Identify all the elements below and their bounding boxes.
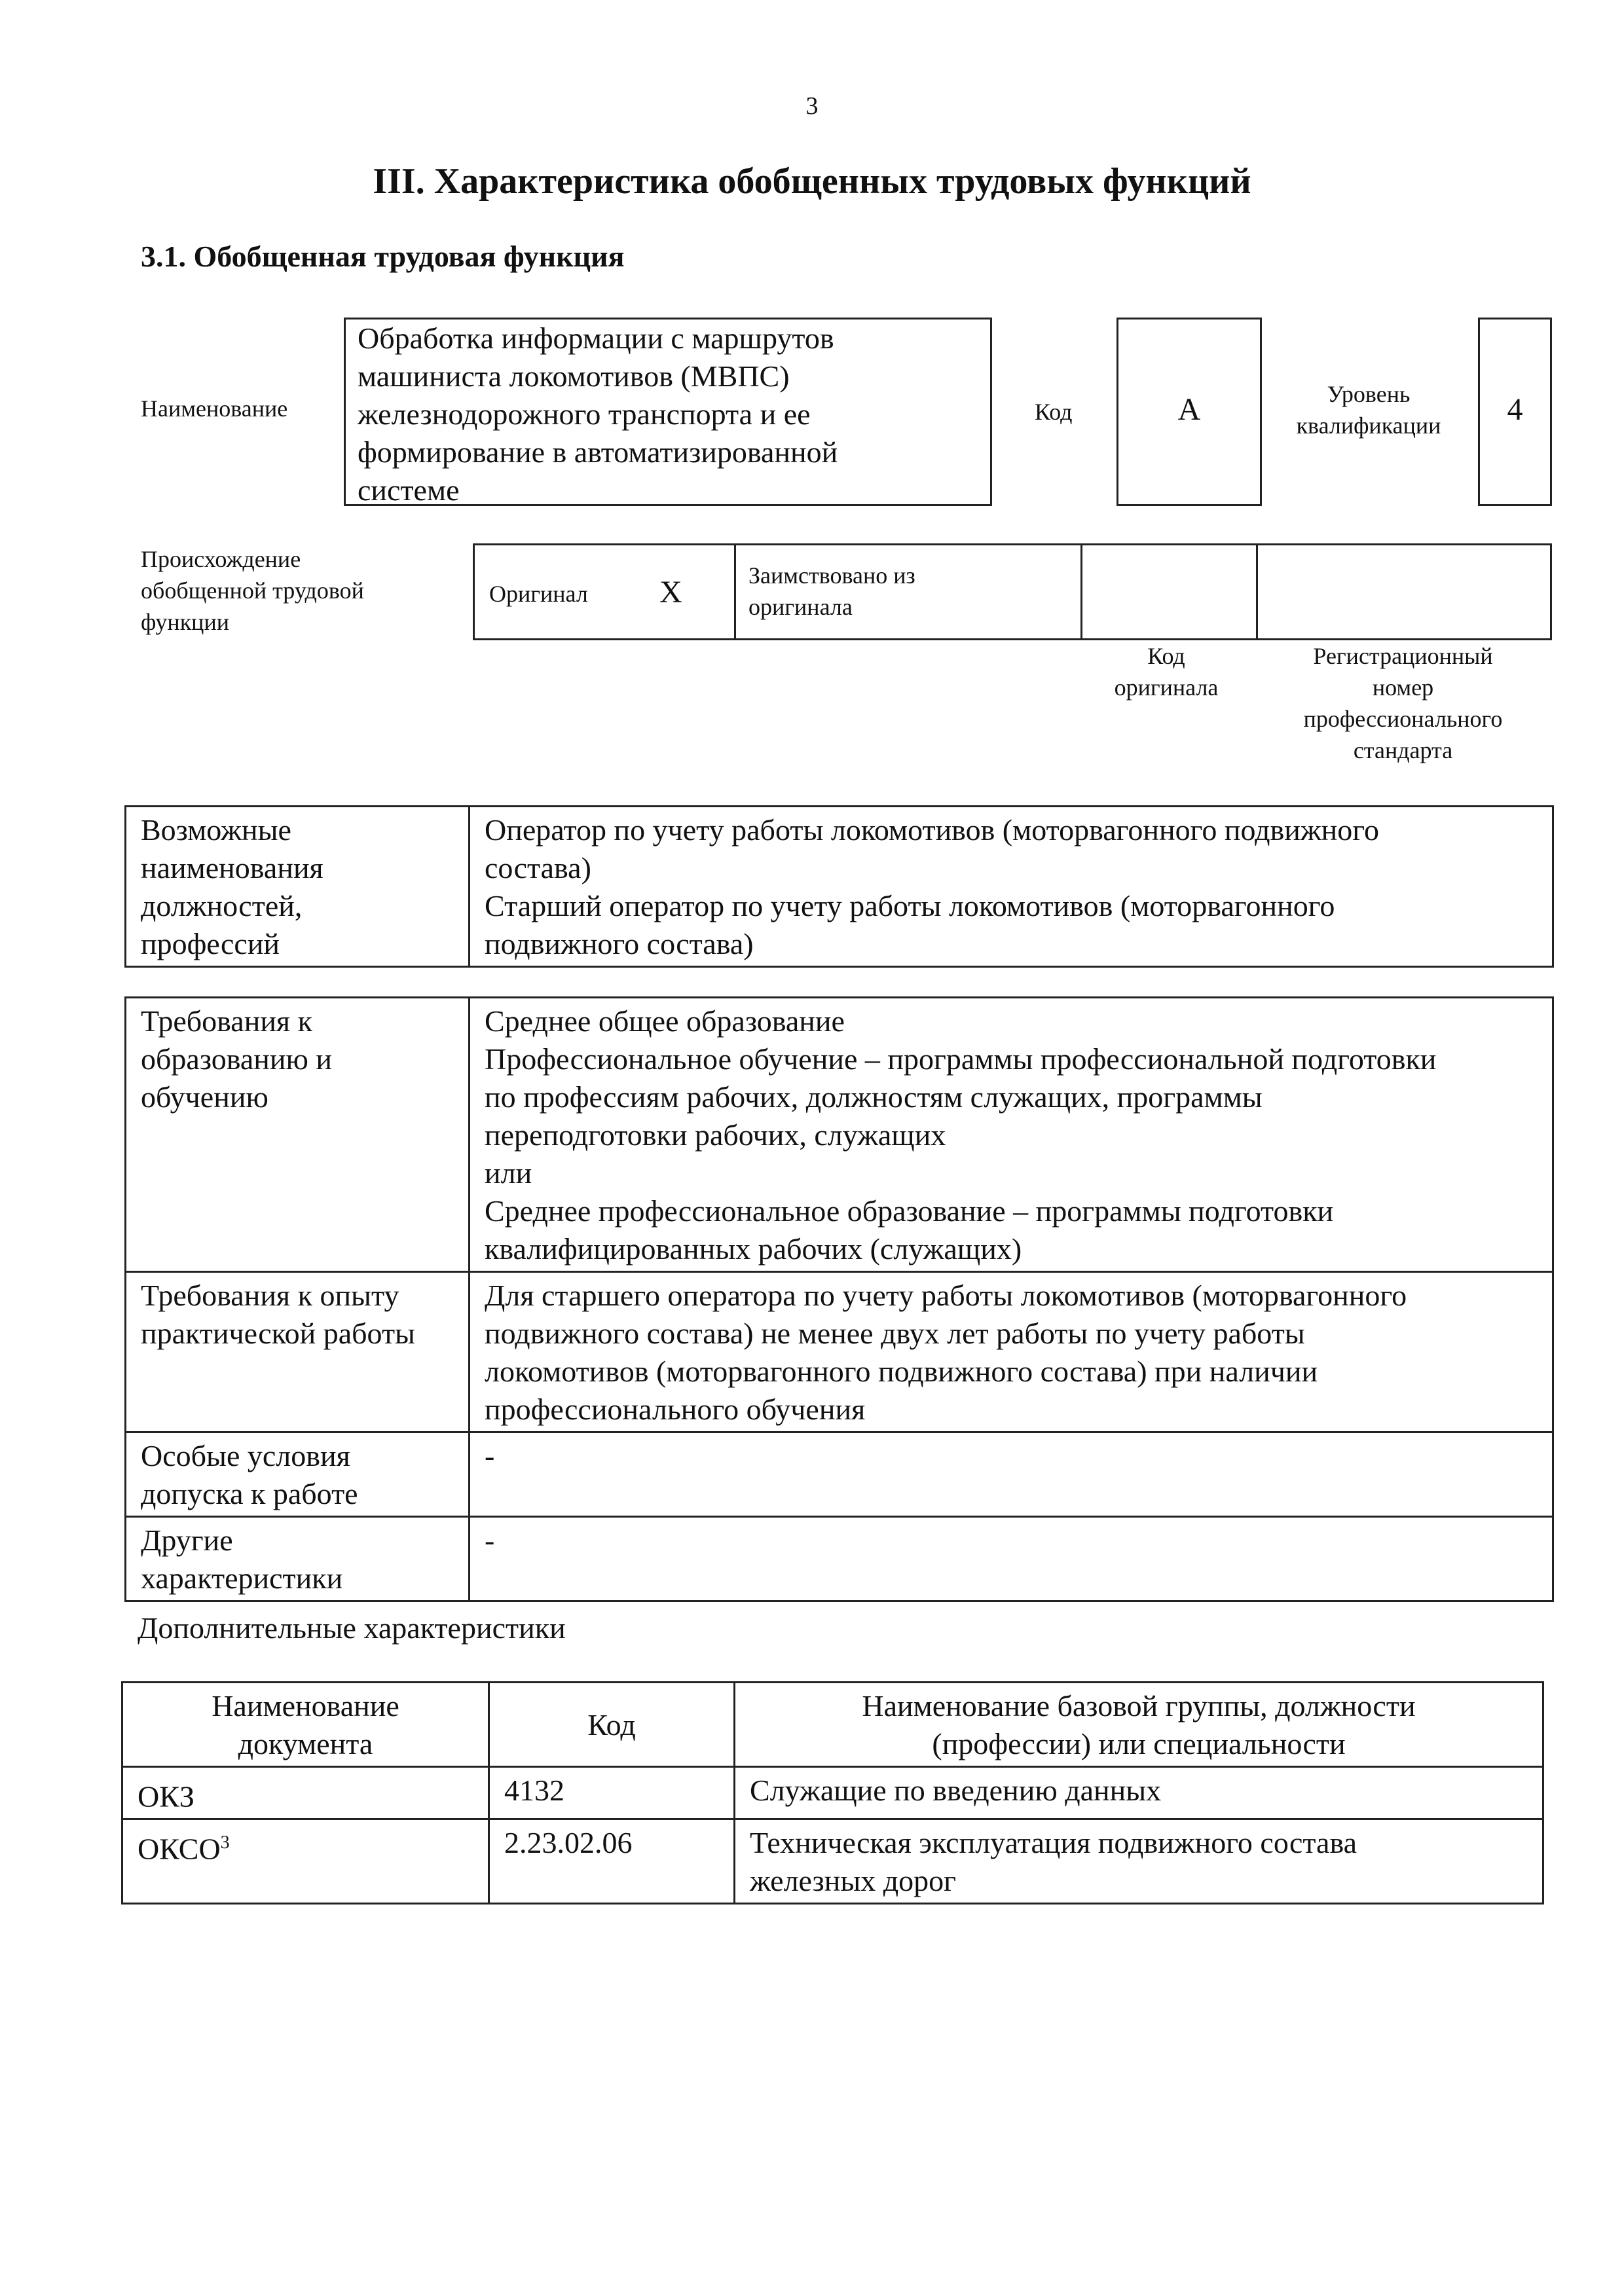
- origin-table: [473, 543, 1552, 640]
- requirement-label-cell: [126, 1517, 470, 1601]
- value-line: -: [485, 1523, 495, 1557]
- doc-name: ОКЗ: [138, 1779, 194, 1813]
- header-line: документа: [238, 1727, 373, 1760]
- label-line: наименования: [141, 851, 323, 884]
- table-row: [126, 807, 1553, 967]
- additional-title: Дополнительные характеристики: [138, 1611, 566, 1645]
- level-label: [1277, 378, 1460, 441]
- borrowed-label: [748, 560, 915, 623]
- level-value: 4: [1507, 392, 1523, 427]
- function-name-line: железнодорожного транспорта и ее: [358, 397, 811, 431]
- table-row: [126, 1432, 1553, 1517]
- value-line: состава): [485, 851, 591, 884]
- table-row: [126, 1517, 1553, 1601]
- header-line: (профессии) или специальности: [932, 1727, 1346, 1760]
- label-line: практической работы: [141, 1317, 415, 1350]
- code-value: А: [1177, 392, 1201, 427]
- name-cell: [735, 1819, 1543, 1904]
- borrowed-label-line: Заимствовано из: [748, 562, 915, 589]
- code-cell: 4132: [489, 1767, 735, 1819]
- function-name-line: системе: [358, 473, 460, 507]
- value-line: переподготовки рабочих, служащих: [485, 1118, 946, 1152]
- header-doc-cell: [122, 1683, 489, 1767]
- value-line: подвижного состава): [485, 927, 754, 960]
- requirement-value-cell: [470, 1432, 1553, 1517]
- doc-name: ОКСО: [138, 1832, 221, 1866]
- code-label: Код: [1035, 399, 1073, 425]
- value-line: или: [485, 1156, 532, 1190]
- requirement-label-cell: [126, 1272, 470, 1432]
- value-line: Профессиональное обучение – программы профессиональной подготовки: [485, 1042, 1437, 1076]
- code-box: [1116, 318, 1262, 506]
- value-line: Служащие по введению данных: [750, 1774, 1162, 1807]
- value-line: Среднее общее образование: [485, 1004, 845, 1038]
- reg-number-caption: [1254, 640, 1552, 766]
- value-line: железных дорог: [750, 1864, 956, 1898]
- table-row: [122, 1819, 1543, 1904]
- subsection-title: 3.1. Обобщенная трудовая функция: [141, 240, 625, 273]
- label-line: Требования к: [141, 1004, 312, 1038]
- table-row: [126, 1272, 1553, 1432]
- page-number: 3: [805, 92, 819, 120]
- label-line: Другие: [141, 1523, 233, 1557]
- origin-label: [141, 543, 364, 638]
- positions-label-cell: [126, 807, 470, 967]
- name-label: Наименование: [141, 395, 288, 422]
- header-line: Наименование: [212, 1689, 399, 1722]
- label-line: образованию и: [141, 1042, 332, 1076]
- doc-cell: [122, 1819, 489, 1904]
- value-line: профессионального обучения: [485, 1393, 866, 1426]
- requirement-value-cell: [470, 1272, 1553, 1432]
- value-line: Среднее профессиональное образование – программы подготовки: [485, 1194, 1334, 1228]
- level-label-line: квалификации: [1296, 412, 1441, 439]
- requirement-value-cell: [470, 998, 1553, 1272]
- requirement-label-cell: [126, 1432, 470, 1517]
- table-header-row: [122, 1683, 1543, 1767]
- label-line: обучению: [141, 1080, 268, 1114]
- caption-line: оригинала: [1114, 674, 1219, 701]
- label-line: характеристики: [141, 1561, 343, 1595]
- header-line: Наименование базовой группы, должности: [862, 1689, 1416, 1722]
- label-line: допуска к работе: [141, 1477, 358, 1510]
- value-line: Техническая эксплуатация подвижного состава: [750, 1826, 1357, 1860]
- value-line: локомотивов (моторвагонного подвижного состава) при наличии: [485, 1355, 1318, 1388]
- positions-table: [124, 805, 1554, 968]
- requirement-value-cell: [470, 1517, 1553, 1601]
- header-name-cell: [735, 1683, 1543, 1767]
- label-line: Требования к опыту: [141, 1279, 399, 1312]
- function-name-line: машиниста локомотивов (МВПС): [358, 359, 790, 393]
- value-line: Оператор по учету работы локомотивов (моторвагонного подвижного: [485, 813, 1379, 847]
- caption-line: стандарта: [1353, 737, 1453, 763]
- caption-line: номер: [1372, 674, 1434, 701]
- code-cell: 2.23.02.06: [489, 1819, 735, 1904]
- name-cell: [735, 1767, 1543, 1819]
- section-title: III. Характеристика обобщенных трудовых функций: [373, 161, 1251, 202]
- label-line: Возможные: [141, 813, 291, 847]
- table-row: [126, 998, 1553, 1272]
- footnote-ref: 3: [220, 1832, 230, 1853]
- function-name-line: формирование в автоматизированной: [358, 435, 838, 469]
- value-line: квалифицированных рабочих (служащих): [485, 1232, 1022, 1266]
- caption-line: профессионального: [1303, 706, 1503, 732]
- value-line: по профессиям рабочих, должностям служащих, программы: [485, 1080, 1263, 1114]
- table-row: [122, 1767, 1543, 1819]
- borrowed-label-line: оригинала: [748, 594, 853, 620]
- level-box: [1478, 318, 1552, 506]
- label-line: должностей,: [141, 889, 303, 922]
- label-line: профессий: [141, 927, 280, 960]
- additional-table: [121, 1681, 1544, 1904]
- value-line: Старший оператор по учету работы локомотивов (моторвагонного: [485, 889, 1335, 922]
- origin-label-line: обобщенной трудовой: [141, 577, 364, 604]
- value-line: Для старшего оператора по учету работы локомотивов (моторвагонного: [485, 1279, 1407, 1312]
- original-label: Оригинал: [489, 581, 588, 607]
- caption-line: Код: [1147, 643, 1185, 669]
- code-original-caption: [1079, 640, 1254, 703]
- header-code-cell: Код: [489, 1683, 735, 1767]
- level-label-line: Уровень: [1327, 381, 1411, 407]
- function-name-box: [344, 318, 992, 506]
- value-line: подвижного состава) не менее двух лет работы по учету работы: [485, 1317, 1305, 1350]
- label-line: Особые условия: [141, 1439, 350, 1472]
- doc-cell: [122, 1767, 489, 1819]
- positions-value-cell: [470, 807, 1553, 967]
- origin-label-line: Происхождение: [141, 546, 301, 572]
- caption-line: Регистрационный: [1313, 643, 1493, 669]
- original-mark: X: [659, 575, 682, 610]
- requirements-table: [124, 996, 1554, 1602]
- function-name-line: Обработка информации с маршрутов: [358, 321, 834, 355]
- requirement-label-cell: [126, 998, 470, 1272]
- origin-label-line: функции: [141, 609, 229, 635]
- value-line: -: [485, 1439, 495, 1472]
